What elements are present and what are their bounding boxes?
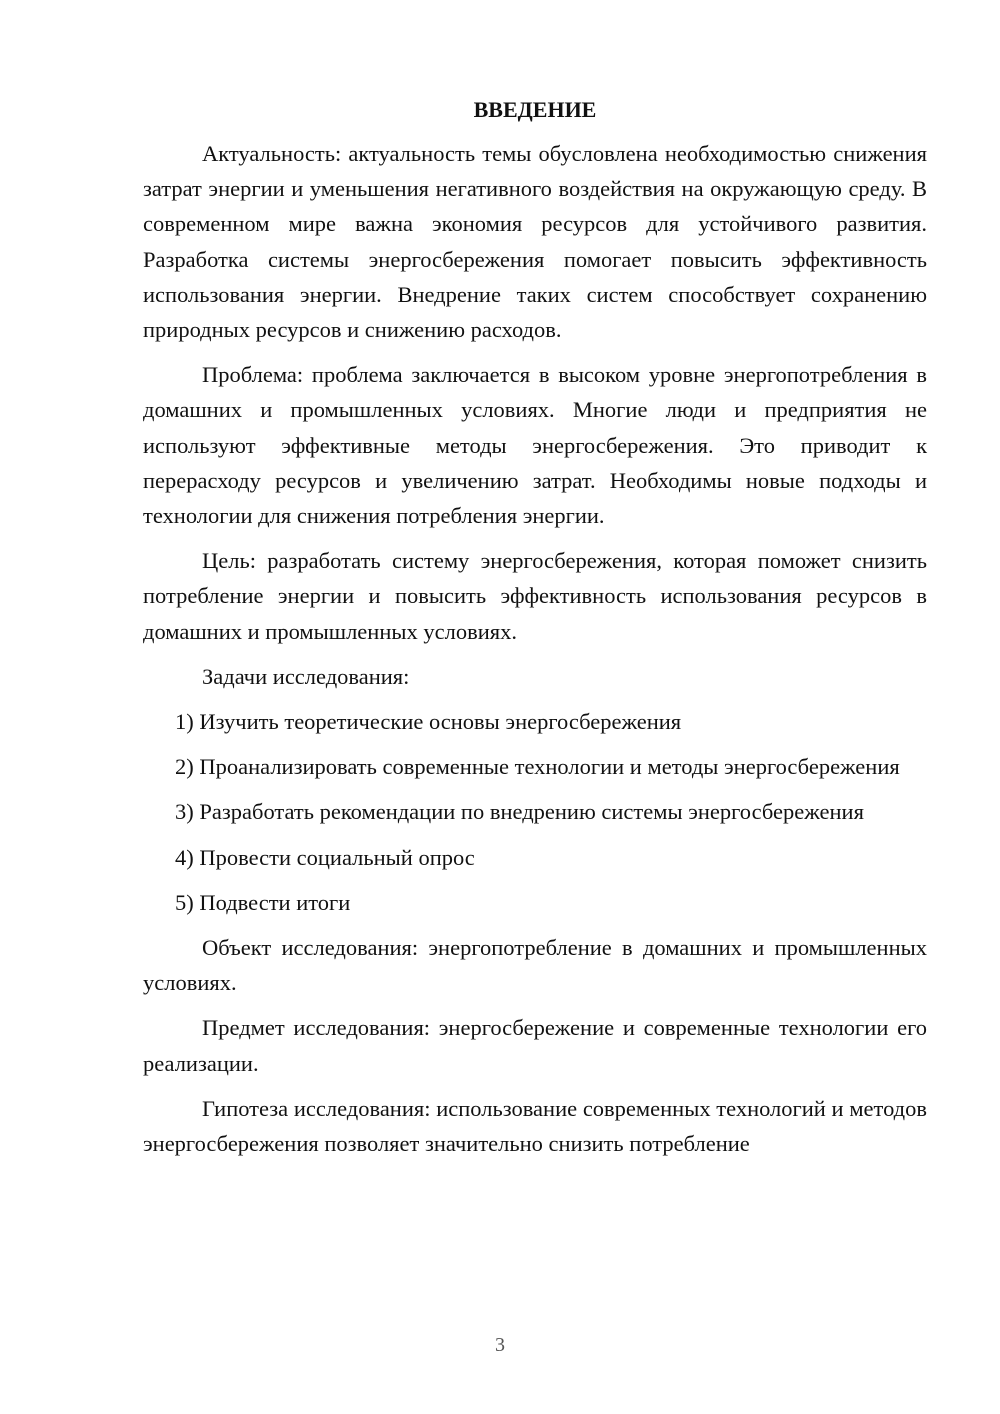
task-item-3: 3) Разработать рекомендации по внедрению системы энергосбережения <box>175 799 864 825</box>
tasks-heading: Задачи исследования: <box>202 663 410 689</box>
paragraph-hypothesis: Гипотеза исследования: использование современных технологий и методов энергосбережения позволяет значительно снизить потребление <box>143 1095 927 1157</box>
task-item-4: 4) Провести социальный опрос <box>175 844 475 870</box>
page-number: 3 <box>495 1334 505 1356</box>
paragraph-goal: Цель: разработать систему энергосбережения, которая поможет снизить потребление энергии и повысить эффективность использования ресурсов в домашних и промышленных условиях. <box>143 548 927 644</box>
section-title: ВВЕДЕНИЕ <box>473 97 597 122</box>
paragraph-problem: Проблема: проблема заключается в высоком уровне энергопотребления в домашних и промышленных условиях. Многие люди и предприятия не используют эффективные методы энергосбережения. Это приводит к перерасходу ресурсов и увеличению затрат. Необходимы новые подходы и технологии для снижения потребления энергии. <box>143 362 927 529</box>
paragraph-relevance: Актуальность: актуальность темы обусловлена необходимостью снижения затрат энергии и уменьшения негативного воздействия на окружающую среду. В современном мире важна экономия ресурсов для устойчивого развития. Разработка системы энергосбережения помогает повысить эффективность использования энергии. Внедрение таких систем способствует сохранению природных ресурсов и снижению расходов. <box>143 141 927 343</box>
page-content <box>143 94 927 1171</box>
task-item-5: 5) Подвести итоги <box>175 889 351 915</box>
paragraph-object: Объект исследования: энергопотребление в домашних и промышленных условиях. <box>143 935 927 996</box>
paragraph-subject: Предмет исследования: энергосбережение и современные технологии его реализации. <box>143 1015 927 1076</box>
task-item-2: 2) Проанализировать современные технологии и методы энергосбережения <box>175 754 900 780</box>
task-item-1: 1) Изучить теоретические основы энергосбережения <box>175 709 682 735</box>
